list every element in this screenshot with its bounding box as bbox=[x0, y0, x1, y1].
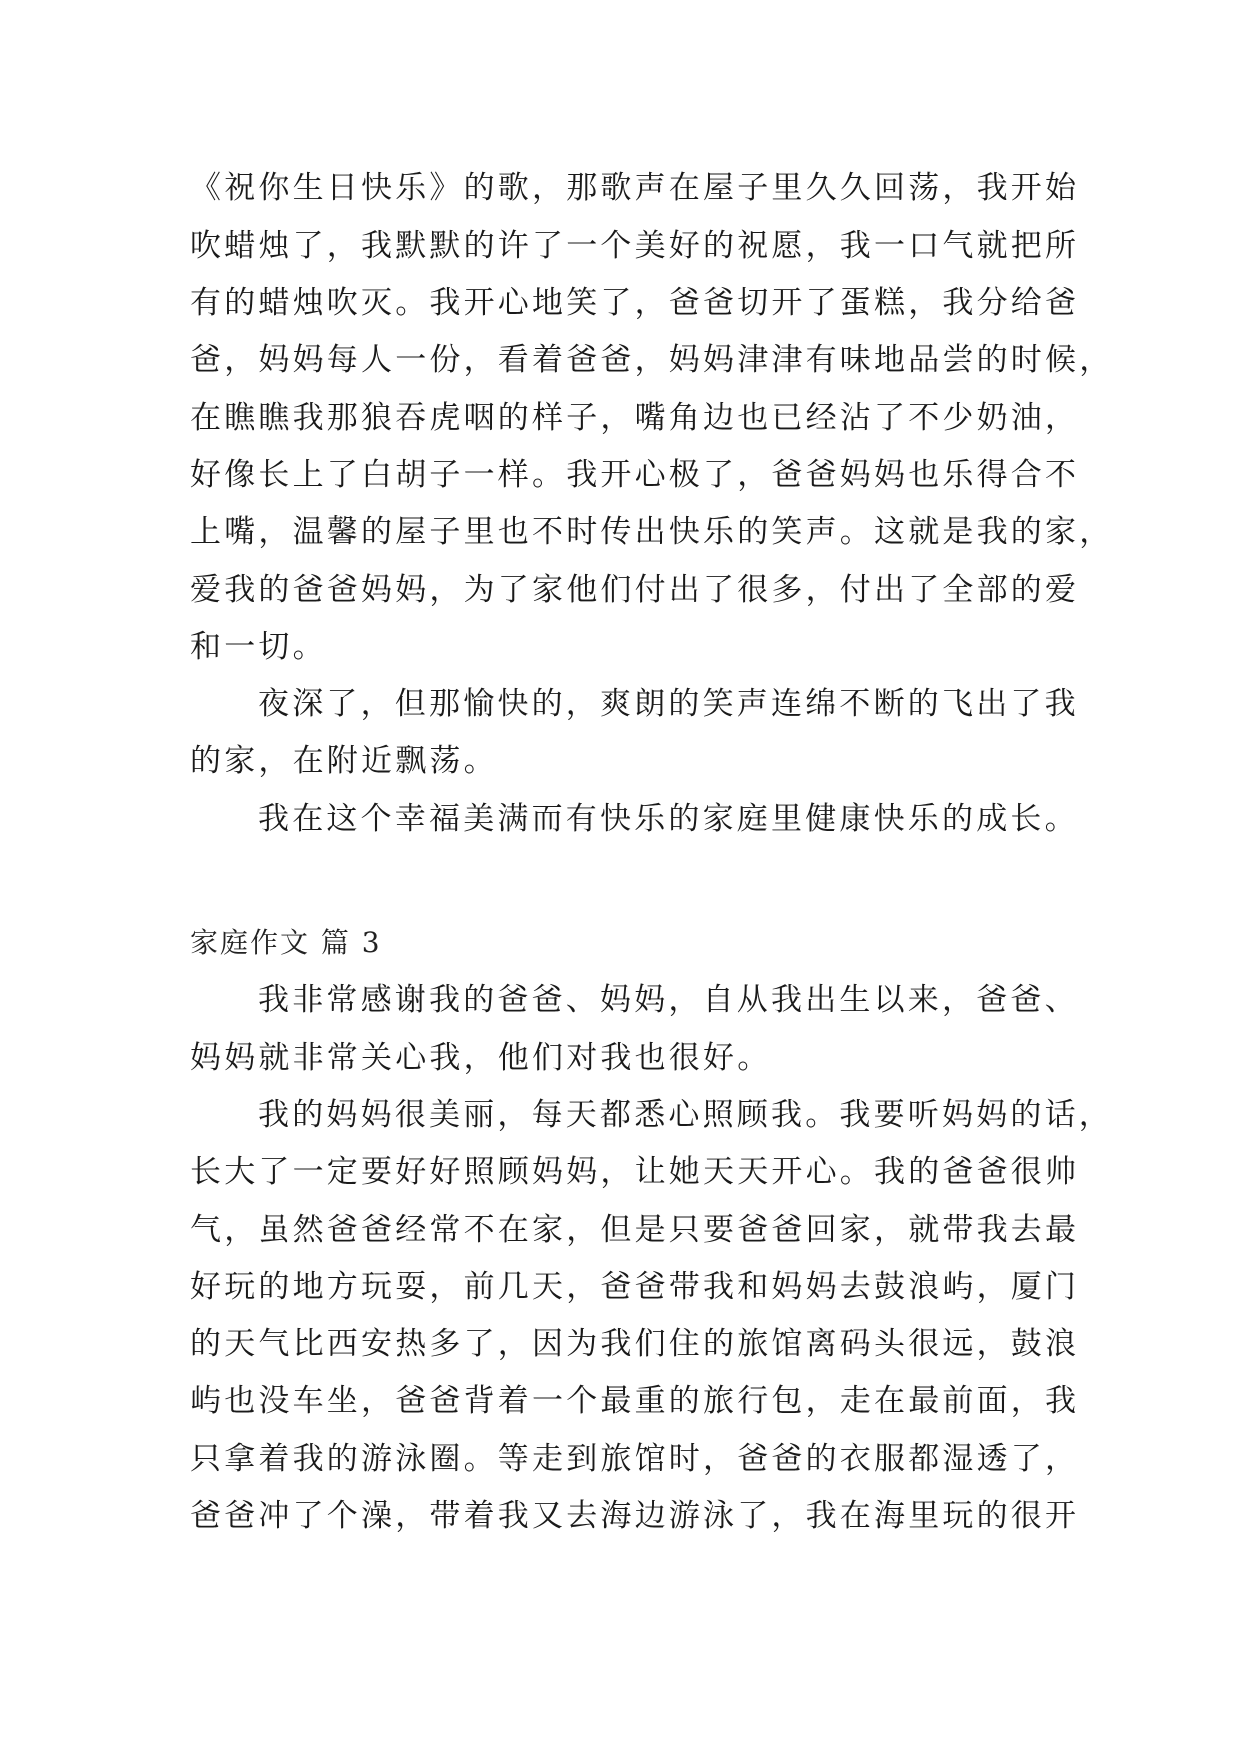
text-line: 爸爸冲了个澡，带着我又去海边游泳了，我在海里玩的很开 bbox=[190, 1498, 1080, 1534]
text-line: 只拿着我的游泳圈。等走到旅馆时，爸爸的衣服都湿透了， bbox=[190, 1441, 1080, 1477]
text-line: 好玩的地方玩耍，前几天，爸爸带我和妈妈去鼓浪屿，厦门 bbox=[190, 1269, 1080, 1305]
text-line: 上嘴，温馨的屋子里也不时传出快乐的笑声。这就是我的家， bbox=[190, 514, 1114, 550]
text-line: 气，虽然爸爸经常不在家，但是只要爸爸回家，就带我去最 bbox=[190, 1212, 1080, 1248]
section-heading: 家庭作文 篇 3 bbox=[190, 926, 382, 959]
paragraph-start-line: 我在这个幸福美满而有快乐的家庭里健康快乐的成长。 bbox=[258, 801, 1079, 837]
text-line: 的家，在附近飘荡。 bbox=[190, 743, 498, 779]
text-line: 长大了一定要好好照顾妈妈，让她天天开心。我的爸爸很帅 bbox=[190, 1154, 1080, 1190]
text-line: 爱我的爸爸妈妈，为了家他们付出了很多，付出了全部的爱 bbox=[190, 572, 1080, 608]
text-line: 在瞧瞧我那狼吞虎咽的样子，嘴角边也已经沾了不少奶油， bbox=[190, 400, 1080, 436]
text-line: 的天气比西安热多了，因为我们住的旅馆离码头很远，鼓浪 bbox=[190, 1326, 1080, 1362]
text-line: 和一切。 bbox=[190, 629, 327, 665]
text-line: 屿也没车坐，爸爸背着一个最重的旅行包，走在最前面，我 bbox=[190, 1383, 1080, 1419]
paragraph-start-line: 夜深了，但那愉快的，爽朗的笑声连绵不断的飞出了我 bbox=[258, 686, 1079, 722]
text-line: 妈妈就非常关心我，他们对我也很好。 bbox=[190, 1040, 772, 1076]
text-line: 有的蜡烛吹灭。我开心地笑了，爸爸切开了蛋糕，我分给爸 bbox=[190, 285, 1080, 321]
text-line: 吹蜡烛了，我默默的许了一个美好的祝愿，我一口气就把所 bbox=[190, 228, 1080, 264]
text-line: 好像长上了白胡子一样。我开心极了，爸爸妈妈也乐得合不 bbox=[190, 457, 1080, 493]
paragraph-start-line: 我非常感谢我的爸爸、妈妈，自从我出生以来，爸爸、 bbox=[258, 982, 1079, 1018]
text-line: 爸，妈妈每人一份，看着爸爸，妈妈津津有味地品尝的时候， bbox=[190, 342, 1114, 378]
text-line: 《祝你生日快乐》的歌，那歌声在屋子里久久回荡，我开始 bbox=[190, 170, 1080, 206]
paragraph-start-line: 我的妈妈很美丽，每天都悉心照顾我。我要听妈妈的话， bbox=[258, 1097, 1113, 1133]
